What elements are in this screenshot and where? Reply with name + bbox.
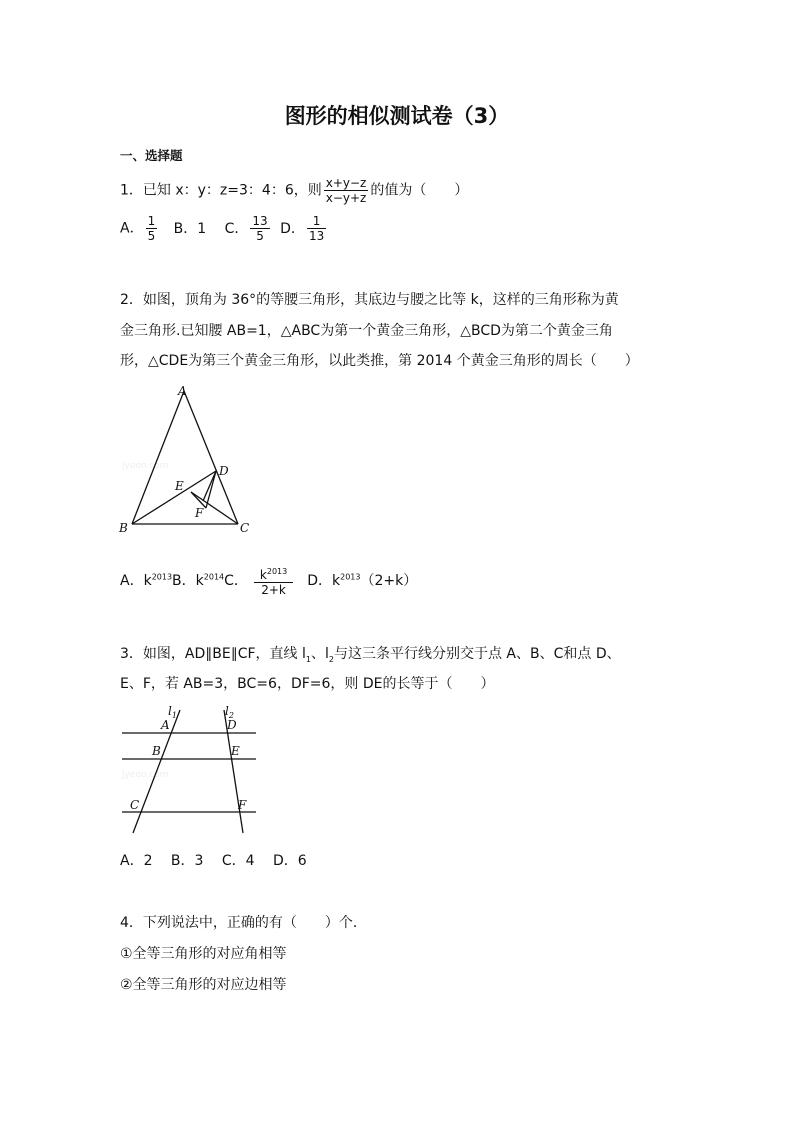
watermark: jyeoo.com	[122, 770, 169, 780]
label-c: C	[240, 521, 250, 535]
q1-c-den: 5	[256, 229, 264, 243]
question-4-item-1: ①全等三角形的对应角相等	[120, 946, 287, 962]
q3-line1-pre: 3．如图，AD∥BE∥CF，直线 l	[120, 646, 306, 662]
q1-frac-num: x+y−z	[325, 176, 367, 190]
question-3-options: A．2 B．3 C．4 D．6	[120, 853, 307, 869]
q2-c-num-exp: 2013	[266, 567, 288, 576]
q1-d-num: 1	[307, 214, 326, 229]
q3-line1-post: 与这三条平行线分别交于点 A、B、C和点 D、	[333, 646, 621, 662]
q3-line1-mid: 、l	[310, 646, 329, 662]
q1-option-a-frac	[146, 214, 158, 243]
question-3-line-1	[120, 645, 621, 669]
question-1-options	[120, 214, 328, 243]
edge-ab	[132, 391, 184, 524]
q1-option-b: B．1	[173, 220, 207, 237]
q1-option-c-frac	[250, 214, 269, 243]
q2-c-num-base: k	[259, 568, 267, 582]
q2-option-d-exp: 2013	[340, 572, 361, 582]
label-b: B	[152, 744, 161, 758]
label-d: D	[227, 718, 237, 732]
q1-d-den: 13	[308, 229, 325, 243]
parallel-lines-figure	[114, 702, 264, 837]
q2-option-d: D．k	[307, 573, 341, 589]
label-e: E	[175, 479, 184, 493]
label-b: B	[119, 521, 128, 535]
page-title: 图形的相似测试卷（3）	[284, 104, 510, 128]
q1-frac-den: x−y+z	[325, 191, 367, 205]
q2-c-den: 2+k	[261, 583, 286, 597]
q3-l2-sub: 2	[328, 654, 334, 664]
question-1-stem	[120, 176, 468, 205]
q1-a-den: 5	[147, 229, 156, 243]
edge-ac	[184, 391, 238, 524]
q2-option-b-exp: 2014	[203, 572, 225, 582]
question-2-line-3: 形，△CDE为第三个黄金三角形，以此类推，第 2014 个黄金三角形的周长（ ）	[120, 353, 639, 369]
q2-option-a: A．k	[120, 573, 152, 589]
label-f: F	[195, 506, 204, 520]
q3-l1-sub: 1	[305, 654, 311, 664]
golden-triangle-figure	[112, 380, 262, 545]
label-a: A	[178, 384, 187, 398]
q1-fraction	[324, 176, 369, 205]
label-l2: $l_2$	[225, 704, 234, 720]
q1-c-num: 13	[252, 214, 268, 228]
q1-stem-pre: 1．已知 x：y：z=3：4：6，则	[120, 182, 322, 199]
question-4-stem: 4．下列说法中，正确的有（ ）个．	[120, 915, 367, 931]
q1-a-num: 1	[147, 214, 156, 228]
label-d: D	[219, 464, 229, 478]
q1-option-a: A．	[120, 220, 144, 237]
question-2-line-1: 2．如图，顶角为 36°的等腰三角形，其底边与腰之比等 k，这样的三角形称为黄	[120, 292, 619, 308]
q2-option-c: C．	[224, 573, 248, 589]
edge-bd	[132, 471, 216, 524]
label-e: E	[231, 744, 240, 758]
question-3-line-2: E、F，若 AB=3，BC=6，DF=6，则 DE的长等于（ ）	[120, 676, 495, 692]
q1-stem-post: 的值为（ ）	[370, 182, 469, 199]
section-heading: 一、选择题	[120, 148, 183, 163]
label-f: F	[238, 798, 247, 812]
label-l1: $l_1$	[168, 704, 177, 720]
watermark: jyeoo.com	[122, 461, 169, 471]
question-2-options	[120, 565, 417, 597]
q2-c-num	[254, 565, 293, 583]
q2-option-d-post: （2+k）	[360, 573, 418, 589]
question-4-item-2: ②全等三角形的对应边相等	[120, 977, 287, 993]
label-c: C	[130, 798, 140, 812]
q1-option-d-frac	[307, 214, 326, 243]
q2-option-a-exp: 2013	[151, 572, 173, 582]
label-a: A	[161, 718, 170, 732]
q2-option-b: B．k	[172, 573, 204, 589]
q1-option-c: C．	[224, 220, 249, 237]
q2-option-c-frac	[254, 565, 293, 597]
q1-option-d: D．	[280, 220, 305, 237]
question-2-line-2: 金三角形.已知腰 AB=1，△ABC为第一个黄金三角形，△BCD为第二个黄金三角	[120, 323, 613, 339]
